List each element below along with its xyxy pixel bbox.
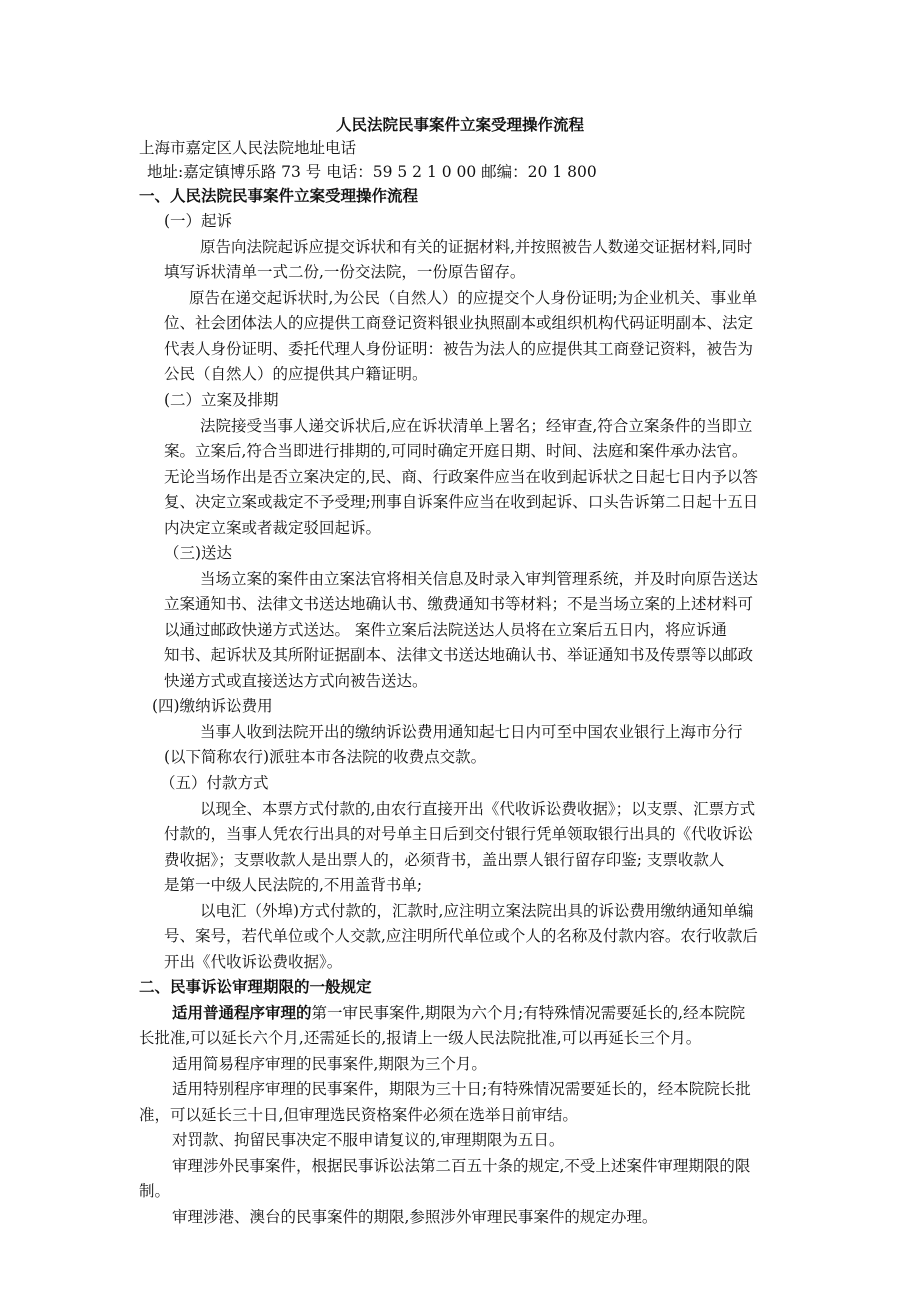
paragraph-line: 制。 bbox=[139, 1182, 171, 1200]
section1-heading: 一、人民法院民事案件立案受理操作流程 bbox=[139, 187, 419, 205]
paragraph-line: 号、案号，若代单位或个人交款,应注明所代单位或个人的名称及付款内容。农行收款后 bbox=[164, 927, 758, 945]
court-name-line: 上海市嘉定区人民法院地址电话 bbox=[139, 139, 357, 157]
paragraph-line: 付款的，当事人凭农行出具的对号单主日后到交付银行凭单领取银行出具的《代收诉讼 bbox=[164, 825, 754, 843]
paragraph-line: 内决定立案或者裁定驳回起诉。 bbox=[164, 519, 382, 537]
paragraph-line: (以下简称农行)派驻本市各法院的收费点交款。 bbox=[164, 748, 487, 766]
paragraph-line: 适用特别程序审理的民事案件，期限为三十日;有特殊情况需要延长的，经本院院长批 bbox=[172, 1080, 751, 1098]
paragraph-line: 位、社会团体法人的应提供工商登记资料银业执照副本或组织机构代码证明副本、法定 bbox=[164, 314, 754, 332]
paragraph-line: 法院接受当事人递交诉状后,应在诉状清单上署名；经审查,符合立案条件的当即立 bbox=[200, 417, 753, 435]
paragraph-line: 以现全、本票方式付款的,由农行直接开出《代收诉讼费收据》；以支票、汇票方式 bbox=[200, 800, 756, 818]
paragraph-line: 长批准,可以延长六个月,还需延长的,报请上一级人民法院批准,可以再延长三个月。 bbox=[139, 1029, 702, 1047]
paragraph-line: 是第一中级人民法院的,不用盖背书单; bbox=[164, 876, 423, 894]
document-title: 人民法院民事案件立案受理操作流程 bbox=[335, 116, 584, 134]
section2-heading: 二、民事诉讼审理期限的一般规定 bbox=[139, 978, 372, 996]
paragraph-line: 以电汇（外埠)方式付款的，汇款时,应注明立案法院出具的诉讼费用缴纳通知单编 bbox=[200, 902, 754, 920]
paragraph-line: 公民（自然人）的应提供其户籍证明。 bbox=[164, 365, 428, 383]
paragraph-line: 当场立案的案件由立案法官将相关信息及时录入审判管理系统，并及时向原告送达 bbox=[200, 570, 759, 588]
paragraph-text: 第一审民事案件,期限为六个月;有特殊情况需要延长的,经本院院 bbox=[311, 1004, 746, 1022]
sub2-heading: (二）立案及排期 bbox=[164, 391, 279, 409]
sub5-heading: （五）付款方式 bbox=[160, 774, 269, 792]
paragraph-line: 填写诉状清单一式二份,一份交法院，一份原告留存。 bbox=[164, 263, 526, 281]
paragraph-line: 审理涉外民事案件，根据民事诉讼法第二百五十条的规定,不受上述案件审理期限的限 bbox=[172, 1157, 751, 1175]
paragraph-line: 以通过邮政快递方式送达。 案件立案后法院送达人员将在立案后五日内，将应诉通 bbox=[164, 621, 727, 639]
paragraph-line: 原告在递交起诉状时,为公民（自然人）的应提交个人身份证明;为企业机关、事业单 bbox=[189, 289, 758, 307]
paragraph-line: 开出《代收诉讼费收据》。 bbox=[164, 953, 343, 971]
address-line: 地址:嘉定镇博乐路 73 号 电话：59 5 2 1 0 00 邮编：20 1 800 bbox=[147, 163, 597, 181]
paragraph-line: 代表人身份证明、委托代理人身份证明：被告为法人的应提供其工商登记资料，被告为 bbox=[164, 340, 754, 358]
paragraph-line: 知书、起诉状及其所附证据副本、法律文书送达地确认书、举证通知书及传票等以邮政 bbox=[164, 646, 754, 664]
emphasis-text: 适用普通程序审理的 bbox=[172, 1004, 312, 1022]
sub1-heading: (一）起诉 bbox=[164, 212, 233, 230]
paragraph-line: 原告向法院起诉应提交诉状和有关的证据材料,并按照被告人数递交证据材料,同时 bbox=[200, 238, 753, 256]
paragraph-line: 案。立案后,符合当即进行排期的,可同时确定开庭日期、时间、法庭和案件承办法官。 bbox=[164, 442, 748, 460]
paragraph-line: 准，可以延长三十日,但审理选民资格案件必须在选举日前审结。 bbox=[139, 1106, 578, 1124]
paragraph-line: 费收据》；支票收款人是出票人的，必须背书，盖出票人银行留存印鉴; 支票收款人 bbox=[164, 851, 725, 869]
paragraph-line: 对罚款、拘留民事决定不服申请复议的,审理期限为五日。 bbox=[172, 1131, 565, 1149]
paragraph-line: 无论当场作出是否立案决定的,民、商、行政案件应当在收到起诉状之日起七日内予以答 bbox=[164, 468, 758, 486]
paragraph-line: 审理涉港、澳台的民事案件的期限,参照涉外审理民事案件的规定办理。 bbox=[172, 1208, 658, 1226]
paragraph-line: 复、决定立案或裁定不予受理;刑事自诉案件应当在收到起诉、口头告诉第二日起十五日 bbox=[164, 493, 759, 511]
paragraph-line: 当事人收到法院开出的缴纳诉讼费用通知起七日内可至中国农业银行上海市分行 bbox=[200, 723, 743, 741]
paragraph-line: 立案通知书、法律文书送达地确认书、缴费通知书等材料；不是当场立案的上述材料可 bbox=[164, 595, 754, 613]
paragraph-line: 适用简易程序审理的民事案件,期限为三个月。 bbox=[172, 1055, 487, 1073]
paragraph-line: 快递方式或直接送达方式向被告送达。 bbox=[164, 672, 428, 690]
paragraph-line bbox=[172, 1002, 745, 1024]
sub4-heading: (四)缴纳诉讼费用 bbox=[152, 697, 273, 715]
sub3-heading: （三)送达 bbox=[164, 544, 233, 562]
